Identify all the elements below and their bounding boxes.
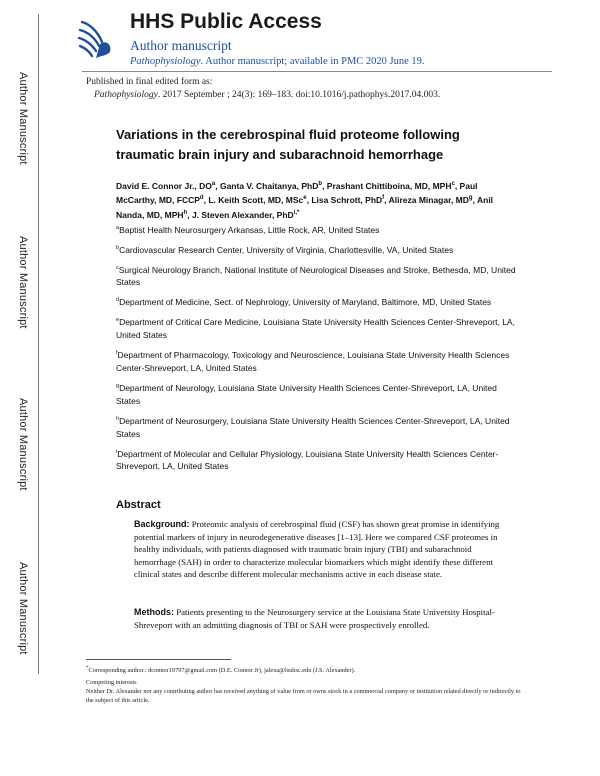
author-name: Paul McCarthy, MD, FCCP [116,180,478,206]
affiliation-item [116,347,516,375]
sidebar-author-manuscript-label: Author Manuscript [17,562,29,655]
corresponding-text[interactable]: Corresponding author.: dconnor19797@gmail.com (D.E. Connor Jr), jalexa@lsuhsc.edu (J.S. Alexander). [88,667,356,675]
author-affiliation-mark: a [211,181,216,187]
citation [86,89,440,102]
footnotes [86,664,526,705]
journal-name[interactable]: Pathophysiology [130,56,201,67]
journal-availability-line [130,56,425,67]
affiliation-item [116,380,516,408]
methods-text: Patients presenting to the Neurosurgery service at the Louisiana State University Hospital-Shreveport with an admitting diagnosis of TBI or SAH were prospectively enrolled. [134,607,495,630]
affiliation-mark: d [116,297,120,304]
affiliation-text: Department of Molecular and Cellular Physiology, Louisiana State University Health Sciences Center-Shreveport, LA, United States [116,448,499,472]
affiliation-mark: e [116,317,120,324]
author-affiliation-mark: h [183,209,188,216]
sidebar-author-manuscript-label: Author Manuscript [17,398,29,491]
author-name: J. Steven Alexander, PhD [191,209,294,220]
citation-details[interactable]: . 2017 September ; 24(3): 169–183. doi:10.1016/j.pathophys.2017.04.003. [157,90,441,100]
author-name: David E. Connor Jr., DO [116,180,212,191]
availability-text: . Author manuscript; available in PMC 2020 June 19. [200,56,425,67]
sidebar-author-manuscript-label: Author Manuscript [17,236,29,329]
abstract-heading: Abstract [116,499,161,511]
author-affiliation-mark: f [382,195,385,202]
footnote-divider [86,659,231,660]
abstract-methods-paragraph [134,606,506,631]
affiliation-item [116,242,516,257]
corresponding-mark: * [86,666,89,671]
header-divider [82,71,552,72]
background-text: Proteomic analysis of cerebrospinal fluid (CSF) has shown great promise in identifying potential markers of injury in neurodegenerative diseases [1–13]. Here we compared CSF proteomes in healthy individuals, with patients diagnosed with traumatic brain injury (TBI) and subarachnoid hemorrhage (SAH) in order to characterize molecular biomarkers which might identify these different clinical states and describe different molecular mechanisms active in each disease state. [134,519,500,580]
author-affiliation-mark: b [318,181,323,187]
article-title: Variations in the cerebrospinal fluid proteome following traumatic brain injury and subarachnoid hemorrhage [116,127,460,162]
affiliation-mark: b [116,244,120,251]
author-name: L. Keith Scott, MD, MSc [208,195,304,206]
affiliation-text: Department of Pharmacology, Toxicology and Neuroscience, Louisiana State University Health Sciences Center-Shreveport, LA, United States [116,349,510,373]
affiliation-item [116,222,516,237]
affiliation-list [116,222,516,478]
author-affiliation-mark: e [303,195,307,202]
affiliation-item [116,314,516,342]
page-header-title: HHS Public Access [130,10,322,33]
affiliation-mark: f [116,350,118,357]
author-name: Alireza Minagar, MD [388,195,469,206]
publication-info [86,76,440,102]
published-line: Published in final edited form as: [86,77,213,87]
author-name: Anil Nanda, MD, MPH [116,195,494,220]
corresponding-author-note [86,664,526,675]
sidebar-author-manuscript-label: Author Manuscript [17,72,29,165]
methods-label: Methods: [134,607,174,617]
competing-interests-text: Neither Dr. Alexander nor any contributing author has received anything of value from or owns stock in a commercial company or institution related directly or indirectly to the subject of this article. [86,688,521,705]
affiliation-item [116,413,516,441]
affiliation-text: Department of Neurology, Louisiana State University Health Sciences Center-Shreveport, LA, United States [116,382,497,406]
author-name: Prashant Chittiboina, MD, MPH [326,180,452,191]
hhs-eagle-logo-icon [76,14,116,62]
affiliation-text: Department of Medicine, Sect. of Nephrology, University of Maryland, Baltimore, MD, United States [119,297,492,308]
affiliation-text: Baptist Health Neurosurgery Arkansas, Little Rock, AR, United States [119,224,380,235]
background-label: Background: [134,519,190,529]
citation-journal: Pathophysiology [94,90,158,100]
affiliation-text: Department of Neurosurgery, Louisiana State University Health Sciences Center-Shreveport, LA, United States [116,415,510,439]
affiliation-text: Surgical Neurology Branch, National Institute of Neurological Diseases and Stroke, Bethesda, MD, United States [116,264,516,288]
competing-interests-heading: Competing interests [86,679,137,687]
author-name: Ganta V. Chaitanya, PhD [219,180,319,191]
affiliation-mark: g [116,382,120,389]
affiliation-text: Department of Critical Care Medicine, Louisiana State University Health Sciences Center-Shreveport, LA, United States [116,317,515,341]
author-affiliation-mark: g [468,195,473,202]
author-name: Lisa Schrott, PhD [311,195,383,206]
affiliation-mark: c [116,264,119,271]
abstract-background-paragraph [134,518,506,581]
affiliation-text: Cardiovascular Research Center, University of Virginia, Charlottesville, VA, United States [119,244,454,255]
author-affiliation-mark: d [199,195,204,202]
sidebar-divider [38,14,39,674]
affiliation-mark: a [116,225,120,231]
author-affiliation-mark: i,* [293,209,300,216]
affiliation-item [116,446,516,474]
author-list: David E. Connor Jr., $DO^a$, Ganta V. Chaitanya, PhD$^b$, Prashant Chittiboina, MD, MPH$^c$, Paul McCarthy, MD, FCCP$^d$, L. Keith Scott, MD, MSc$^e$, Lisa Schrott, PhD$^f$, Alireza Minagar, $MD^g$, Anil Nanda, MD, MPH$^h$, J. Steven Alexander, PhD$^{i,*}$ [116,180,494,220]
author-manuscript-subtitle: Author manuscript [130,38,232,53]
affiliation-item [116,262,516,290]
affiliation-mark: i [116,448,118,455]
affiliation-item [116,294,516,309]
affiliation-mark: h [116,415,120,422]
author-affiliation-mark: c [451,181,455,187]
